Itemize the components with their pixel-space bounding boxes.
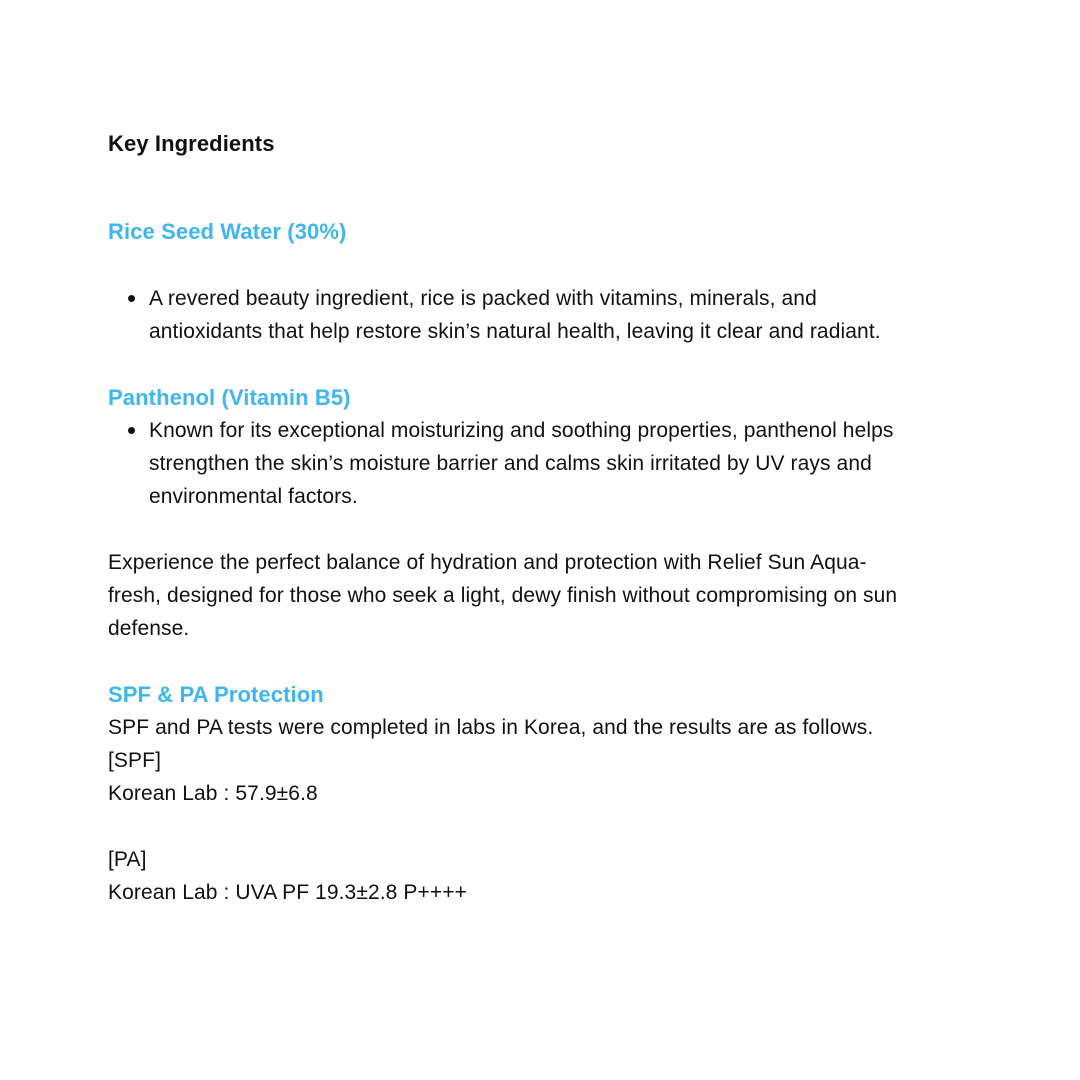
protection-title: SPF & PA Protection [108, 682, 324, 707]
summary-line: Experience the perfect balance of hydration and protection with Relief Sun Aqua- [108, 551, 867, 574]
ingredient-text: strengthen the skin’s moisture barrier and calms skin irritated by UV rays and [149, 452, 872, 475]
protection-intro: SPF and PA tests were completed in labs in Korea, and the results are as follows. [108, 716, 874, 739]
spf-result: Korean Lab : 57.9±6.8 [108, 782, 318, 805]
section-heading: Key Ingredients [108, 131, 275, 156]
pa-result: Korean Lab : UVA PF 19.3±2.8 P++++ [108, 881, 467, 904]
summary-line: fresh, designed for those who seek a light, dewy finish without compromising on sun [108, 584, 898, 607]
summary-line: defense. [108, 617, 190, 640]
ingredient-text: antioxidants that help restore skin’s natural health, leaving it clear and radiant. [149, 320, 881, 343]
ingredient-text: Known for its exceptional moisturizing and soothing properties, panthenol helps [149, 419, 894, 442]
ingredient-text: A revered beauty ingredient, rice is packed with vitamins, minerals, and [149, 287, 817, 310]
ingredient-title-panthenol: Panthenol (Vitamin B5) [108, 385, 351, 410]
ingredient-title-rice-seed-water: Rice Seed Water (30%) [108, 219, 347, 244]
bullet-icon [128, 295, 135, 302]
bullet-icon [128, 427, 135, 434]
pa-label: [PA] [108, 848, 147, 871]
spf-label: [SPF] [108, 749, 162, 772]
ingredient-text: environmental factors. [149, 485, 358, 508]
